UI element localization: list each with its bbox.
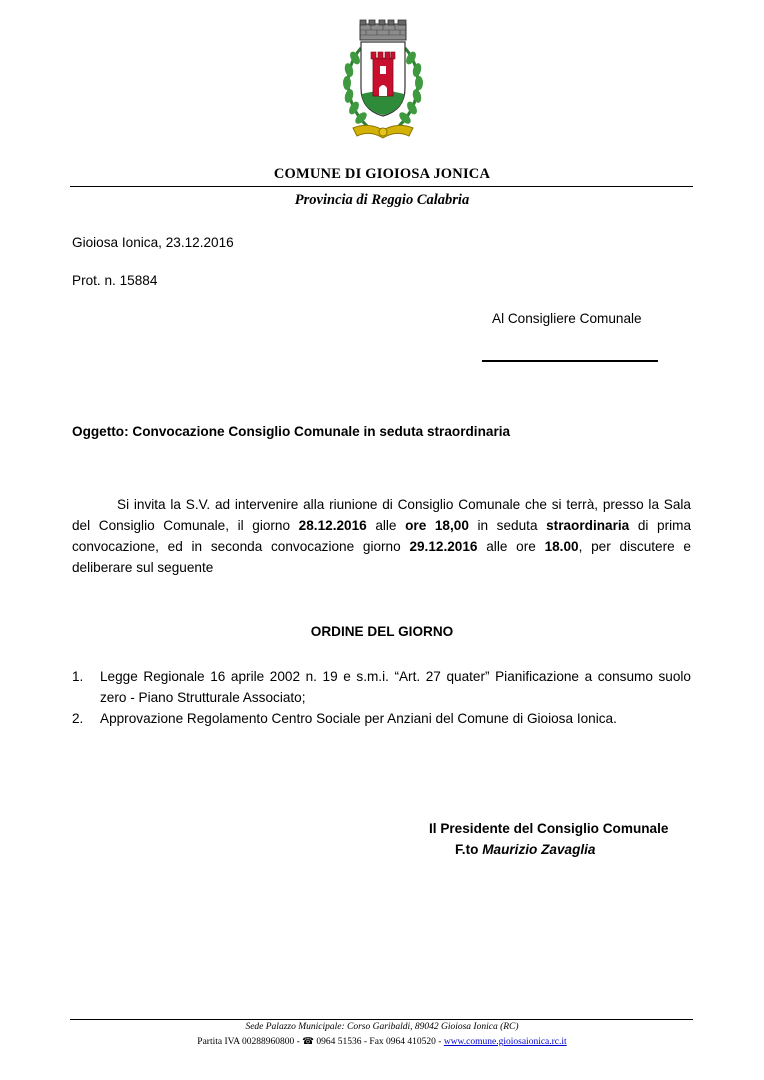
- coat-of-arms-icon: [333, 18, 433, 146]
- text: di prima: [629, 518, 692, 533]
- footer-address: Sede Palazzo Municipale: Corso Garibaldi, 89042 Gioiosa Ionica (RC): [245, 1022, 519, 1032]
- paragraph-line-4: deliberare sul seguente: [72, 560, 214, 575]
- text: del Consiglio Comunale, il giorno: [72, 518, 299, 533]
- paragraph-line-1: Si invita la S.V. ad intervenire alla riunione di Consiglio Comunale che si terrà, presso la Sala: [117, 497, 691, 512]
- agenda-title: ORDINE DEL GIORNO: [310, 624, 454, 639]
- paragraph-line-2: [72, 515, 691, 536]
- place-date: Gioiosa Ionica, 23.12.2016: [72, 235, 234, 250]
- agenda-item-1: [72, 666, 691, 708]
- agenda-item-text: Legge Regionale 16 aprile 2002 n. 19 e s.m.i. “Art. 27 quater” Pianificazione a consumo suolo: [100, 669, 691, 684]
- phone-fax: 0964 51536 - Fax 0964 410520 -: [314, 1037, 444, 1047]
- text: alle: [366, 518, 406, 533]
- meeting-time-second: 18.00: [544, 539, 579, 554]
- agenda-list: [72, 666, 691, 729]
- recipient: Al Consigliere Comunale: [492, 311, 642, 326]
- signer-name: Maurizio Zavaglia: [482, 842, 596, 857]
- agenda-item-number: 1.: [72, 669, 84, 684]
- meeting-time-first: ore 18,00: [405, 518, 469, 533]
- footer-contacts: [0, 1036, 764, 1047]
- signature-block: [429, 818, 669, 860]
- protocol-number: Prot. n. 15884: [72, 273, 158, 288]
- paragraph-line-3: [72, 536, 691, 557]
- provincia-subtitle: Provincia di Reggio Calabria: [294, 192, 470, 208]
- recipient-name-line: [482, 360, 658, 362]
- footer-divider: [70, 1019, 693, 1020]
- subject-line: Oggetto: Convocazione Consiglio Comunale in seduta straordinaria: [72, 424, 511, 439]
- text: , per discutere e: [578, 539, 691, 554]
- text: convocazione, ed in seconda convocazione giorno: [72, 539, 410, 554]
- agenda-item-text-cont: zero - Piano Strutturale Associato;: [100, 690, 306, 705]
- comune-title: COMUNE DI GIOIOSA JONICA: [273, 166, 491, 182]
- agenda-item-number: 2.: [72, 711, 84, 726]
- vat-number: Partita IVA 00288960800 -: [197, 1037, 303, 1047]
- agenda-item-text: Approvazione Regolamento Centro Sociale per Anziani del Comune di Gioiosa Ionica.: [100, 711, 617, 726]
- header-divider: [70, 186, 693, 187]
- meeting-date-second: 29.12.2016: [409, 539, 478, 554]
- text: in seduta: [468, 518, 547, 533]
- invitation-paragraph: [72, 494, 691, 578]
- signer-role: Il Presidente del Consiglio Comunale: [429, 821, 669, 836]
- signature-prefix: F.to: [455, 842, 483, 857]
- website-link[interactable]: www.comune.gioiosaionica.rc.it: [443, 1037, 567, 1047]
- meeting-date-first: 28.12.2016: [298, 518, 367, 533]
- agenda-item-2: [72, 708, 691, 729]
- text: alle ore: [477, 539, 545, 554]
- seduta-type: straordinaria: [546, 518, 630, 533]
- telephone-icon: ☎: [302, 1037, 314, 1047]
- signer-name-line: [429, 839, 669, 860]
